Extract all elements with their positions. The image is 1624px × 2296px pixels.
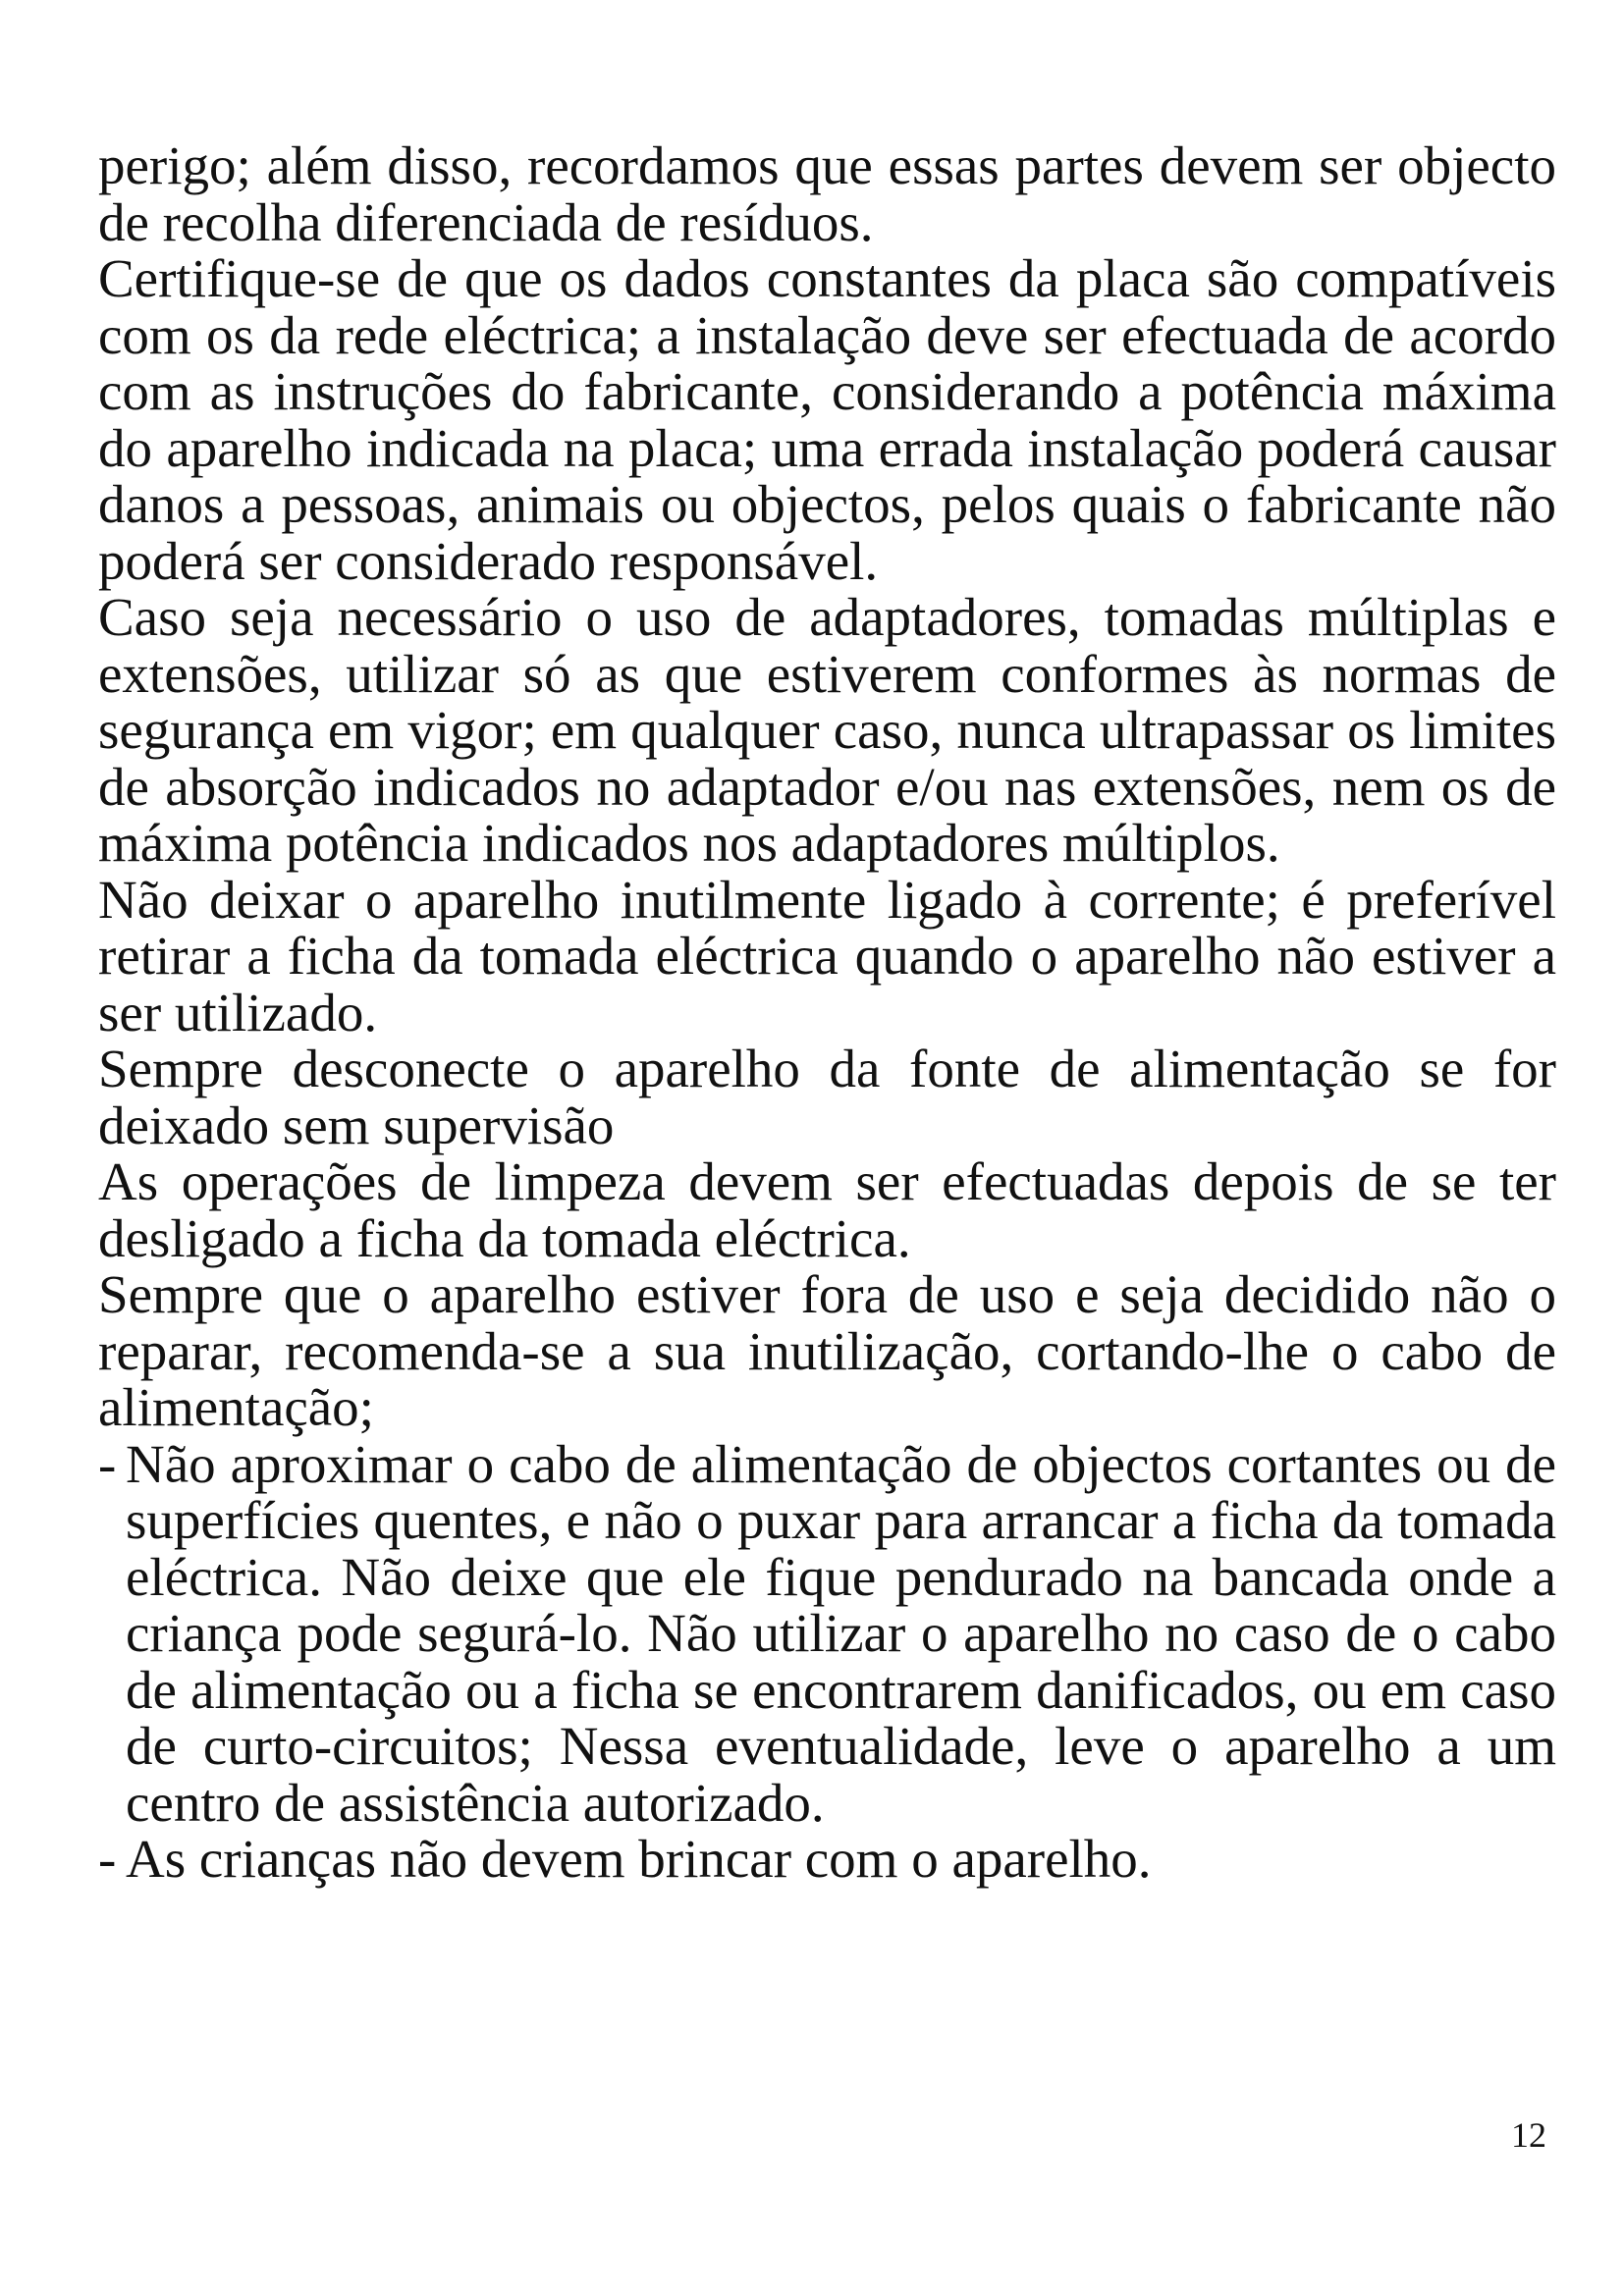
list-item-text: As crianças não devem brincar com o aparelho.	[126, 1829, 1152, 1889]
paragraph-waste-disposal: perigo; além disso, recordamos que essas partes devem ser objecto de recolha diferenciada de resíduos.	[98, 135, 1556, 252]
list-item-text: Não aproximar o cabo de alimentação de objectos cortantes ou de superfícies quentes, e não o puxar para arrancar a ficha da tomada eléctrica. Não deixe que ele fique pendurado na bancada onde a criança pode segurá-lo. Não utilizar o aparelho no caso de o cabo de alimentação ou a ficha se encontrarem danificados, ou em caso de curto-circuitos; Nessa eventualidade, leve o aparelho a um centro de assistência autorizado.	[126, 1433, 1556, 1833]
paragraph-installation: Certifique-se de que os dados constantes da placa são compatíveis com os da rede eléctrica; a instalação deve ser efectuada de acordo com as instruções do fabricante, considerando a potência máxima do aparelho indicada na placa; uma errada instalação poderá causar danos a pessoas, animais ou objectos, pelos quais o fabricante não poderá ser considerado responsável.	[98, 248, 1556, 591]
paragraph-supervision: Sempre desconecte o aparelho da fonte de alimentação se for deixado sem supervisão	[98, 1039, 1556, 1155]
page-number: 12	[1511, 2115, 1546, 2155]
list-item	[98, 1831, 1556, 1888]
paragraph-unplug: Não deixar o aparelho inutilmente ligado à corrente; é preferível retirar a ficha da tomada eléctrica quando o aparelho não estiver a ser utilizado.	[98, 869, 1556, 1042]
list-marker: -	[98, 1433, 117, 1494]
paragraph-cleaning: As operações de limpeza devem ser efectuadas depois de se ter desligado a ficha da tomada eléctrica.	[98, 1151, 1556, 1268]
list-item	[98, 1433, 1556, 1833]
paragraph-disposal: Sempre que o aparelho estiver fora de uso e seja decidido não o reparar, recomenda-se a sua inutilização, cortando-lhe o cabo de alimentação;	[98, 1264, 1556, 1437]
paragraph-adapters: Caso seja necessário o uso de adaptadores, tomadas múltiplas e extensões, utilizar só as que estiverem conformes às normas de segurança em vigor; em qualquer caso, nunca ultrapassar os limites de absorção indicados no adaptador e/ou nas extensões, nem os de máxima potência indicados nos adaptadores múltiplos.	[98, 587, 1556, 873]
document-body	[98, 137, 1556, 1888]
list-marker: -	[98, 1829, 117, 1889]
